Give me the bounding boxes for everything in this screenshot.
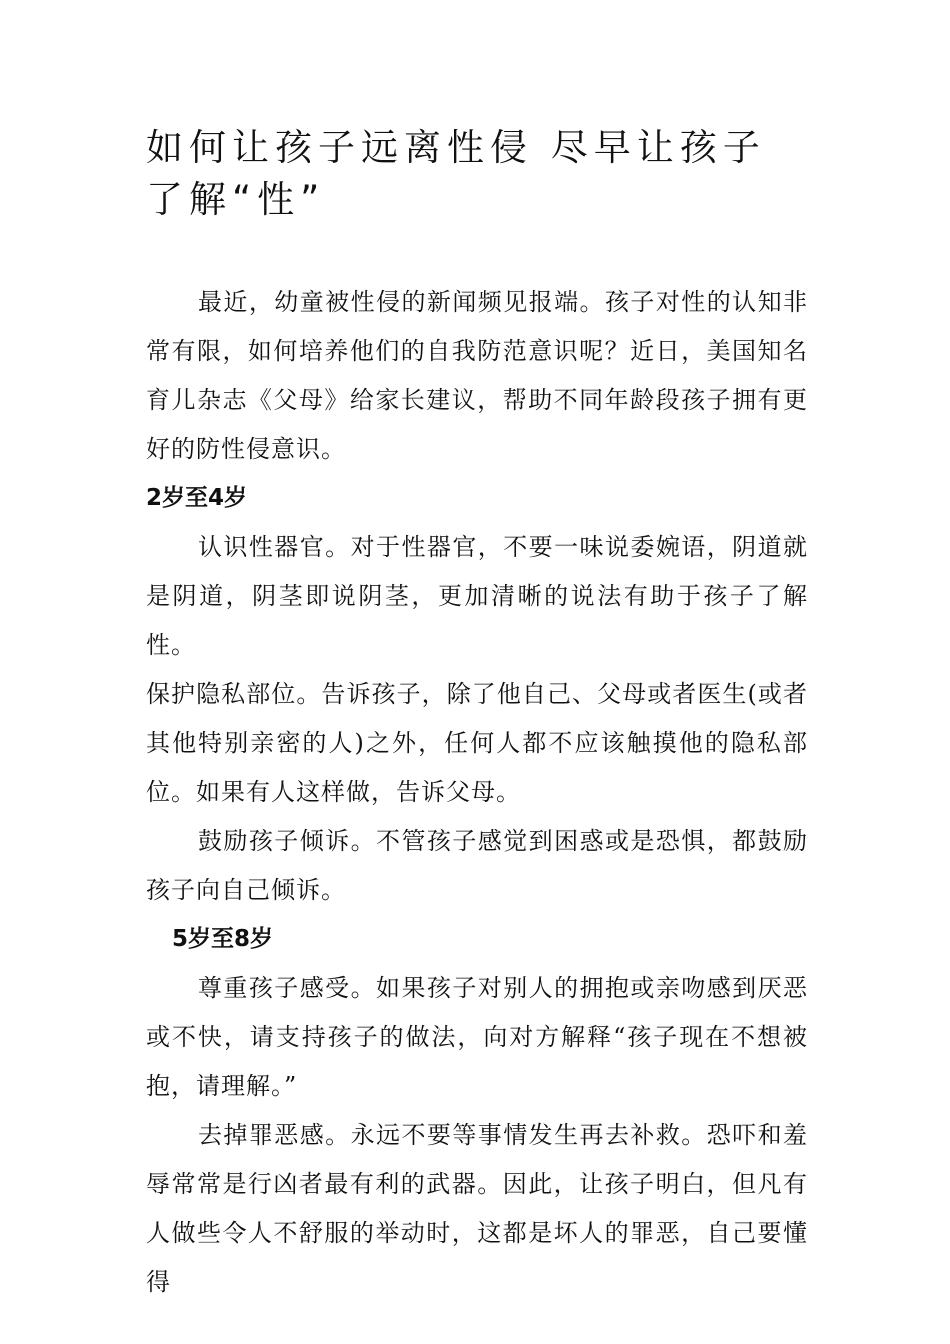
paragraph-private-parts: 保护隐私部位。告诉孩子，除了他自己、父母或者医生(或者其他特别亲密的人)之外，任何人都不应该触摸他的隐私部位。如果有人这样做，告诉父母。 [146,680,808,806]
document-body [146,278,808,1307]
paragraph-encourage-talking: 鼓励孩子倾诉。不管孩子感觉到困惑或是恐惧，都鼓励孩子向自己倾诉。 [146,827,808,904]
document-title: 如何让孩子远离性侵 尽早让孩子了解“性” [146,126,766,221]
paragraph-sex-organs: 认识性器官。对于性器官，不要一味说委婉语，阴道就是阴道，阴茎即说阴茎，更加清晰的说法有助于孩子了解性。 [146,533,808,659]
section-heading-age-5-8: 5岁至8岁 [172,926,274,952]
section-heading-age-2-4: 2岁至4岁 [146,485,248,511]
paragraph-respect-feelings: 尊重孩子感受。如果孩子对别人的拥抱或亲吻感到厌恶或不快，请支持孩子的做法，向对方解释“孩子现在不想被抱，请理解。” [146,974,808,1100]
intro-paragraph: 最近，幼童被性侵的新闻频见报端。孩子对性的认知非常有限，如何培养他们的自我防范意识呢？近日，美国知名育儿杂志《父母》给家长建议，帮助不同年龄段孩子拥有更好的防性侵意识。 [146,288,808,463]
paragraph-remove-guilt: 去掉罪恶感。永远不要等事情发生再去补救。恐吓和羞辱常常是行凶者最有利的武器。因此，让孩子明白，但凡有人做些令人不舒服的举动时，这都是坏人的罪恶，自己要懂得 [146,1121,808,1296]
